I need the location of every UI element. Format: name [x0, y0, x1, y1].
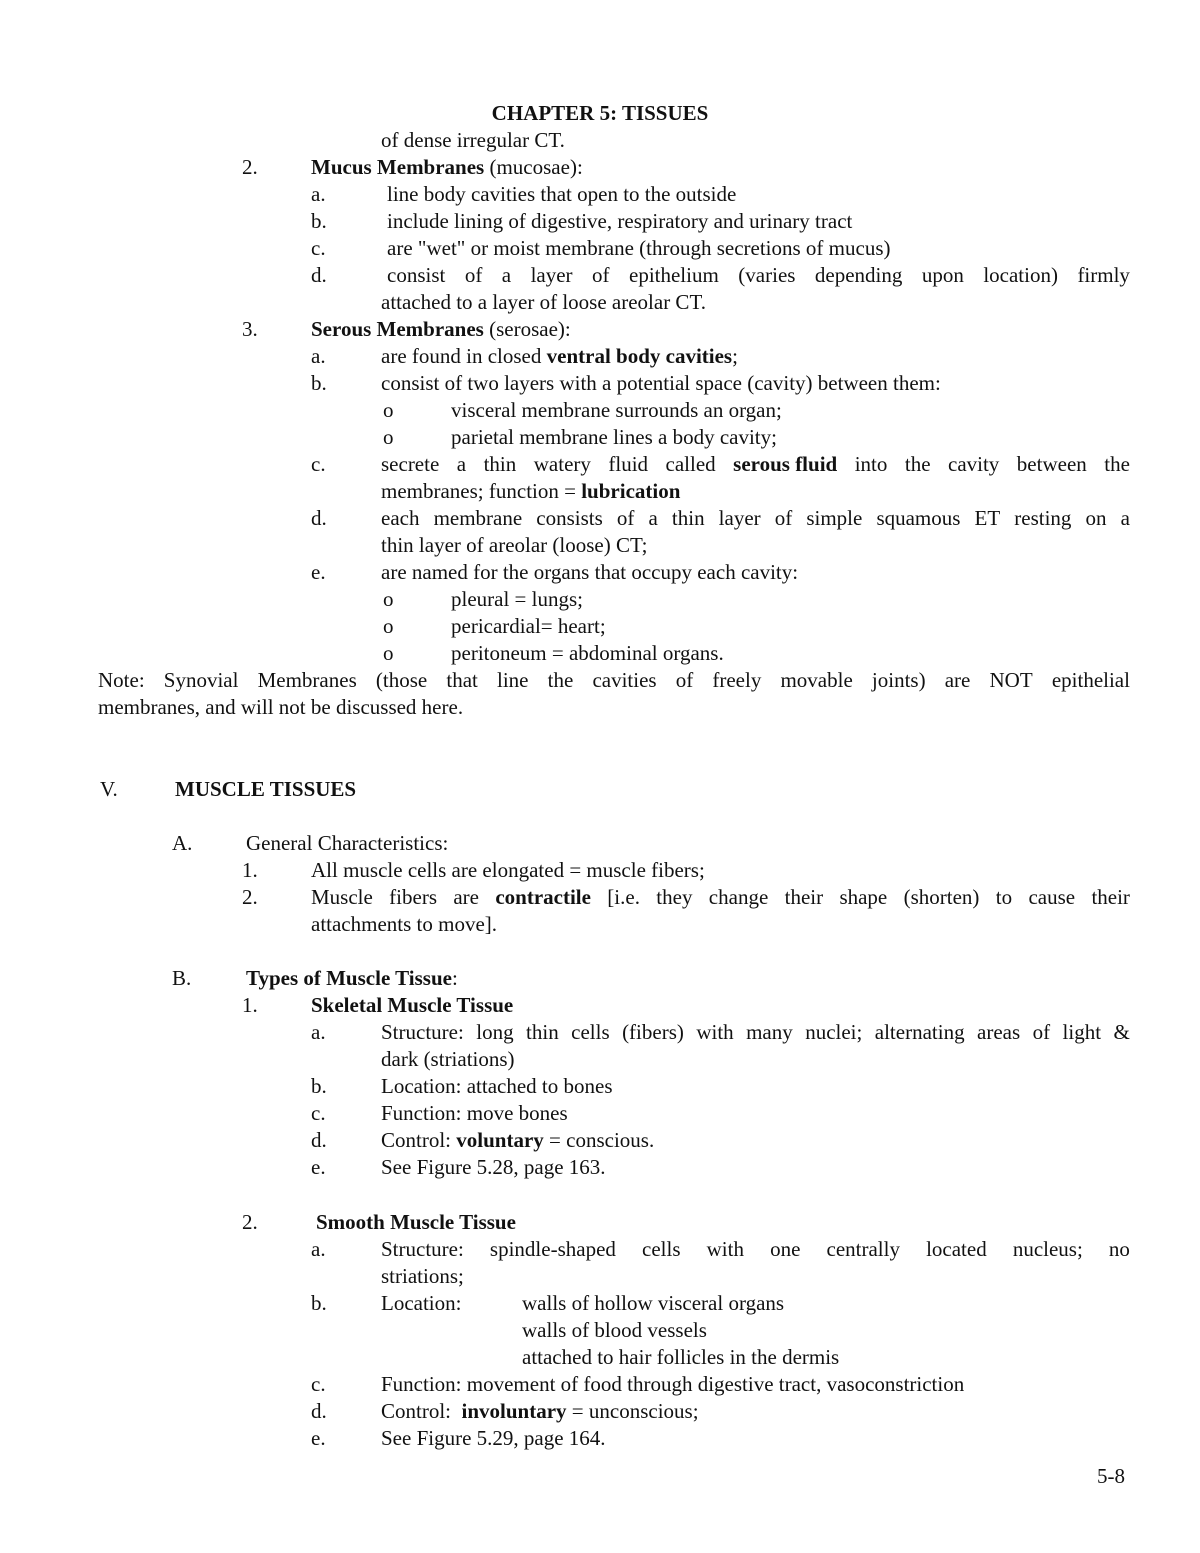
list-item-continuation: attachments to move].: [311, 912, 498, 936]
list-marker: A.: [172, 831, 193, 855]
justified-line: Structure: spindle-shaped cells with one centrally located nucleus; no: [381, 1237, 1130, 1261]
subsection-title: General Characteristics:: [246, 831, 449, 855]
sub-item: visceral membrane surrounds an organ;: [451, 398, 782, 422]
list-marker: c.: [311, 1101, 326, 1125]
list-marker: 2.: [242, 1210, 258, 1234]
page-header: CHAPTER 5: TISSUES: [491, 101, 709, 125]
list-marker: 2.: [242, 155, 258, 179]
list-marker: 3.: [242, 317, 258, 341]
list-item: consist of two layers with a potential space (cavity) between them:: [381, 371, 941, 395]
continued-text: of dense irregular CT.: [381, 128, 565, 152]
list-marker: a.: [311, 1237, 326, 1261]
list-item-continuation: striations;: [381, 1264, 464, 1288]
subsection-title: Types of Muscle Tissue:: [246, 966, 458, 990]
list-item-continuation: membranes; function = lubrication: [381, 479, 681, 503]
list-item: See Figure 5.28, page 163.: [381, 1155, 606, 1179]
list-marker: a.: [311, 182, 326, 206]
list-item-continuation: attached to a layer of loose areolar CT.: [381, 290, 706, 314]
justified-line: Muscle fibers are contractile [i.e. they change their shape (shorten) to cause their: [311, 885, 1130, 909]
list-marker: d.: [311, 1128, 327, 1152]
list-item: are named for the organs that occupy each cavity:: [381, 560, 799, 584]
list-item: Control: voluntary = conscious.: [381, 1128, 655, 1152]
list-marker: e.: [311, 560, 326, 584]
list-marker: e.: [311, 1155, 326, 1179]
list-marker: a.: [311, 344, 326, 368]
smooth-muscle-heading: Smooth Muscle Tissue: [316, 1210, 516, 1234]
justified-line: consist of a layer of epithelium (varies depending upon location) firmly: [387, 263, 1130, 287]
list-marker: c.: [311, 236, 326, 260]
list-item: Control: involuntary = unconscious;: [381, 1399, 699, 1423]
list-marker: d.: [311, 1399, 327, 1423]
list-item: Location: attached to bones: [381, 1074, 613, 1098]
serous-membranes-heading: Serous Membranes (serosae):: [311, 317, 571, 341]
list-marker: 1.: [242, 858, 258, 882]
list-marker: d.: [311, 506, 327, 530]
location-label: Location:: [381, 1291, 462, 1315]
list-marker: b.: [311, 1291, 327, 1315]
list-marker: b.: [311, 209, 327, 233]
list-item: include lining of digestive, respiratory and urinary tract: [387, 209, 853, 233]
list-item: Function: move bones: [381, 1101, 568, 1125]
sub-item: parietal membrane lines a body cavity;: [451, 425, 777, 449]
list-marker: b.: [311, 1074, 327, 1098]
skeletal-muscle-heading: Skeletal Muscle Tissue: [311, 993, 514, 1017]
bullet: o: [383, 587, 394, 611]
bullet: o: [383, 425, 394, 449]
justified-line: each membrane consists of a thin layer of simple squamous ET resting on a: [381, 506, 1130, 530]
sub-item: pericardial= heart;: [451, 614, 606, 638]
bullet: o: [383, 641, 394, 665]
note-continuation: membranes, and will not be discussed here.: [98, 695, 464, 719]
justified-line: Structure: long thin cells (fibers) with many nuclei; alternating areas of light &: [381, 1020, 1130, 1044]
list-item: are "wet" or moist membrane (through secretions of mucus): [387, 236, 891, 260]
note-line: Note: Synovial Membranes (those that line the cavities of freely movable joints) are NOT epithelial: [98, 668, 1130, 692]
bullet: o: [383, 398, 394, 422]
sub-item: peritoneum = abdominal organs.: [451, 641, 724, 665]
list-marker: B.: [172, 966, 192, 990]
list-item-continuation: thin layer of areolar (loose) CT;: [381, 533, 648, 557]
list-marker: c.: [311, 452, 326, 476]
list-marker: 1.: [242, 993, 258, 1017]
section-marker: V.: [100, 777, 118, 801]
list-marker: c.: [311, 1372, 326, 1396]
list-marker: b.: [311, 371, 327, 395]
location-value: attached to hair follicles in the dermis: [522, 1345, 840, 1369]
page-number: 5-8: [1097, 1464, 1125, 1488]
list-item: line body cavities that open to the outside: [387, 182, 737, 206]
section-title: MUSCLE TISSUES: [175, 777, 357, 801]
list-marker: d.: [311, 263, 327, 287]
list-item: are found in closed ventral body cavities;: [381, 344, 738, 368]
list-item: See Figure 5.29, page 164.: [381, 1426, 606, 1450]
list-item: All muscle cells are elongated = muscle fibers;: [311, 858, 705, 882]
location-value: walls of hollow visceral organs: [522, 1291, 785, 1315]
list-marker: e.: [311, 1426, 326, 1450]
location-value: walls of blood vessels: [522, 1318, 707, 1342]
bullet: o: [383, 614, 394, 638]
sub-item: pleural = lungs;: [451, 587, 583, 611]
list-item-continuation: dark (striations): [381, 1047, 515, 1071]
mucus-membranes-heading: Mucus Membranes (mucosae):: [311, 155, 583, 179]
justified-line: secrete a thin watery fluid called serous fluid into the cavity between the: [381, 452, 1130, 476]
list-marker: 2.: [242, 885, 258, 909]
list-marker: a.: [311, 1020, 326, 1044]
list-item: Function: movement of food through digestive tract, vasoconstriction: [381, 1372, 965, 1396]
